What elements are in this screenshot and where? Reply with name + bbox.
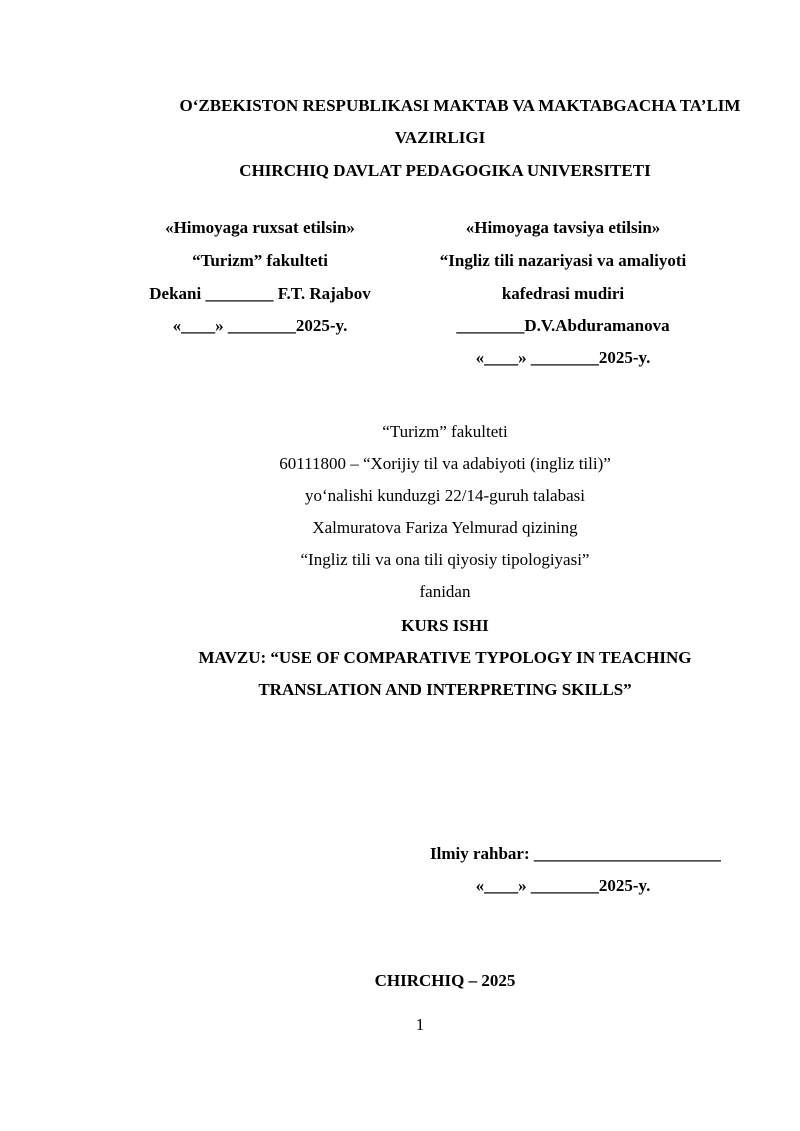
approval-right-date: «____» ________2025-y. xyxy=(475,348,651,367)
approval-right-department-line1: “Ingliz tili nazariyasi va amaliyoti xyxy=(439,251,687,270)
work-topic-line1: MAVZU: “USE OF COMPARATIVE TYPOLOGY IN TEACHING xyxy=(198,648,692,667)
city-year: CHIRCHIQ – 2025 xyxy=(374,971,516,990)
approval-left-signer: Dekani ________ F.T. Rajabov xyxy=(149,284,371,303)
student-program: 60111800 – “Xorijiy til va adabiyoti (ingliz tili)” xyxy=(279,454,611,473)
approval-right-signer: ________D.V.Abduramanova xyxy=(456,316,670,335)
university-title: CHIRCHIQ DAVLAT PEDAGOGIKA UNIVERSITETI xyxy=(239,161,651,180)
student-faculty: “Turizm” fakulteti xyxy=(382,422,508,441)
student-subject: “Ingliz tili va ona tili qiyosiy tipologiyasi” xyxy=(300,550,590,569)
student-subject-suffix: fanidan xyxy=(419,582,471,601)
supervisor-label: Ilmiy rahbar: ______________________ xyxy=(430,844,721,863)
supervisor-date: «____» ________2025-y. xyxy=(475,876,651,895)
ministry-title-line2: VAZIRLIGI xyxy=(394,128,486,147)
approval-left-title: «Himoyaga ruxsat etilsin» xyxy=(165,218,355,237)
approval-right-department-line2: kafedrasi mudiri xyxy=(501,284,625,303)
ministry-title-line1: O‘ZBEKISTON RESPUBLIKASI MAKTAB VA MAKTABGACHA TA’LIM xyxy=(179,96,741,115)
approval-left-date: «____» ________2025-y. xyxy=(172,316,348,335)
approval-right-title: «Himoyaga tavsiya etilsin» xyxy=(465,218,661,237)
student-group: yo‘nalishi kunduzgi 22/14-guruh talabasi xyxy=(305,486,585,505)
page-number: 1 xyxy=(415,1015,425,1034)
work-type: KURS ISHI xyxy=(401,616,489,635)
work-topic-line2: TRANSLATION AND INTERPRETING SKILLS” xyxy=(258,680,632,699)
approval-left-faculty: “Turizm” fakulteti xyxy=(192,251,328,270)
student-name: Xalmuratova Fariza Yelmurad qizining xyxy=(312,518,578,537)
